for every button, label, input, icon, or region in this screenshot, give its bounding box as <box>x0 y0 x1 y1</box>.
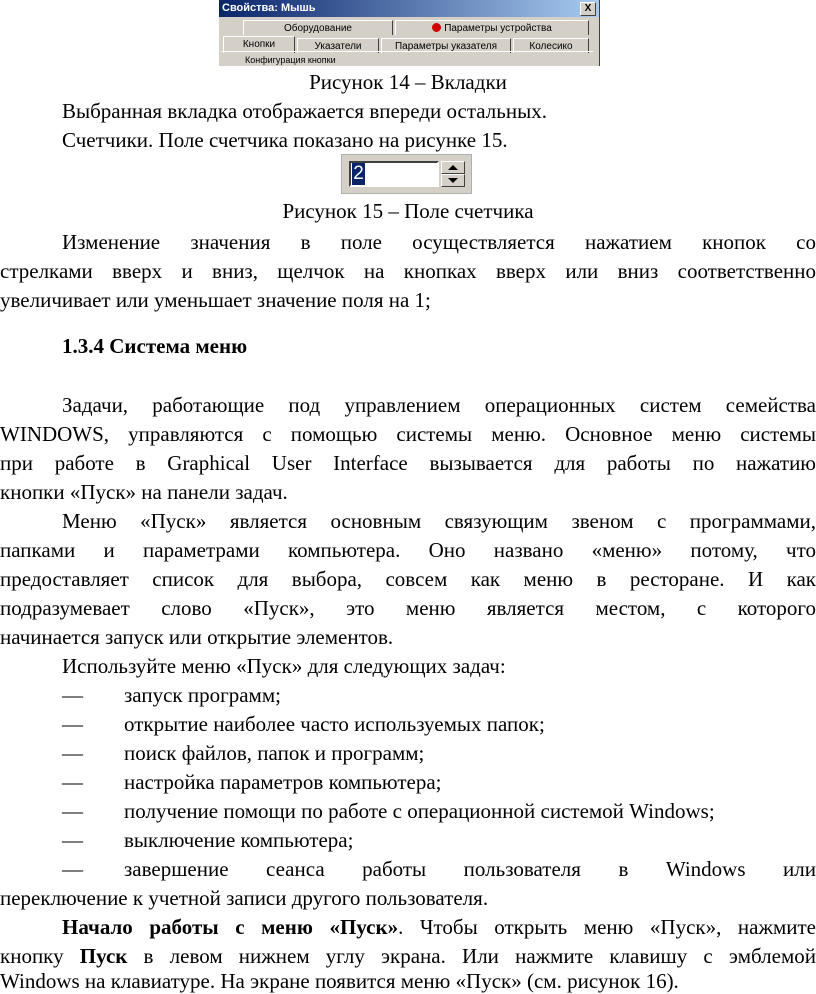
counter-spinner <box>341 154 472 194</box>
paragraph-line: WINDOWS, управляются с помощью системы меню. Основное меню системы <box>0 422 816 446</box>
paragraph-line: подразумевает слово «Пуск», это меню является местом, с которого <box>0 596 816 620</box>
paragraph-line: папками и параметрами компьютера. Оно названо «меню» потому, что <box>0 538 816 562</box>
bullet-dash: — <box>62 741 83 765</box>
paragraph-line: Счетчики. Поле счетчика показано на рисунке 15. <box>62 128 508 152</box>
button-configuration-label: Конфигурация кнопки <box>245 55 336 65</box>
bullet-dash: — <box>62 828 83 852</box>
arrow-down-icon <box>448 178 458 184</box>
dialog-titlebar <box>219 0 599 17</box>
text-run: кнопку <box>0 944 80 968</box>
list-item: запуск программ; <box>124 683 281 707</box>
figure-15-caption: Рисунок 15 – Поле счетчика <box>282 199 534 223</box>
list-item-continuation: переключение к учетной записи другого пользователя. <box>0 886 489 910</box>
bullet-dash: — <box>62 770 83 794</box>
paragraph-line: Выбранная вкладка отображается впереди остальных. <box>62 99 547 123</box>
arrow-up-icon <box>448 165 458 171</box>
decrement-button[interactable] <box>441 174 465 187</box>
paragraph-line: начинается запуск или открытие элементов. <box>0 625 394 649</box>
tab-label: Параметры указателя <box>394 41 497 52</box>
list-item: завершение сеанса работы пользователя в Windows или <box>124 857 816 881</box>
tab-label: Указатели <box>314 41 362 52</box>
bullet-dash: — <box>62 799 83 823</box>
paragraph-line: увеличивает или уменьшает значение поля на 1; <box>0 288 431 312</box>
list-item: настройка параметров компьютера; <box>124 770 442 794</box>
paragraph-line: стрелками вверх и вниз, щелчок на кнопках вверх или вниз соответственно <box>0 259 816 283</box>
dialog-title: Свойства: Мышь <box>222 2 316 14</box>
counter-value: 2 <box>353 163 364 184</box>
list-item: получение помощи по работе с операционной системой Windows; <box>124 799 715 823</box>
list-item: выключение компьютера; <box>124 828 354 852</box>
paragraph-line: кнопки «Пуск» на панели задач. <box>0 480 288 504</box>
increment-button[interactable] <box>441 161 465 174</box>
paragraph-line <box>0 943 816 969</box>
counter-field[interactable] <box>349 161 439 187</box>
bullet-dash: — <box>62 712 83 736</box>
bold-lead: Начало работы с меню «Пуск» <box>62 915 399 939</box>
bold-term: Пуск <box>79 944 128 968</box>
paragraph-line <box>62 914 816 940</box>
tab-device-settings[interactable] <box>395 20 589 35</box>
paragraph-line: Windows на клавиатуре. На экране появится меню «Пуск» (см. рисунок 16). <box>0 969 679 993</box>
section-heading: 1.3.4 Система меню <box>62 334 248 358</box>
tab-label: Кнопки <box>242 39 276 50</box>
list-item: поиск файлов, папок и программ; <box>124 741 425 765</box>
paragraph-line: Изменение значения в поле осуществляется нажатием кнопок со <box>62 230 816 254</box>
bullet-dash: — <box>62 857 83 881</box>
figure-14-caption: Рисунок 14 – Вкладки <box>309 70 507 94</box>
paragraph-line: Задачи, работающие под управлением операционных систем семейства <box>62 393 816 417</box>
tab-hardware[interactable] <box>243 20 393 35</box>
device-settings-icon <box>432 23 441 32</box>
mouse-properties-dialog <box>219 0 600 66</box>
text-run: . Чтобы открыть меню «Пуск», нажмите <box>398 915 816 939</box>
close-button[interactable]: X <box>580 2 596 16</box>
paragraph-line: предоставляет список для выбора, совсем как меню в ресторане. И как <box>0 567 816 591</box>
tab-label: Параметры устройства <box>444 23 552 34</box>
tab-label: Оборудование <box>283 23 352 34</box>
paragraph-line: Меню «Пуск» является основным связующим звеном с программами, <box>62 509 816 533</box>
tab-label: Колесико <box>529 41 573 52</box>
list-item: открытие наиболее часто используемых папок; <box>124 712 545 736</box>
bullet-dash: — <box>62 683 83 707</box>
paragraph-line: Используйте меню «Пуск» для следующих задач: <box>62 654 506 678</box>
paragraph-line: при работе в Graphical User Interface вызывается для работы по нажатию <box>0 451 816 475</box>
text-run: в левом нижнем углу экрана. Или нажмите клавишу с эмблемой <box>127 944 816 968</box>
